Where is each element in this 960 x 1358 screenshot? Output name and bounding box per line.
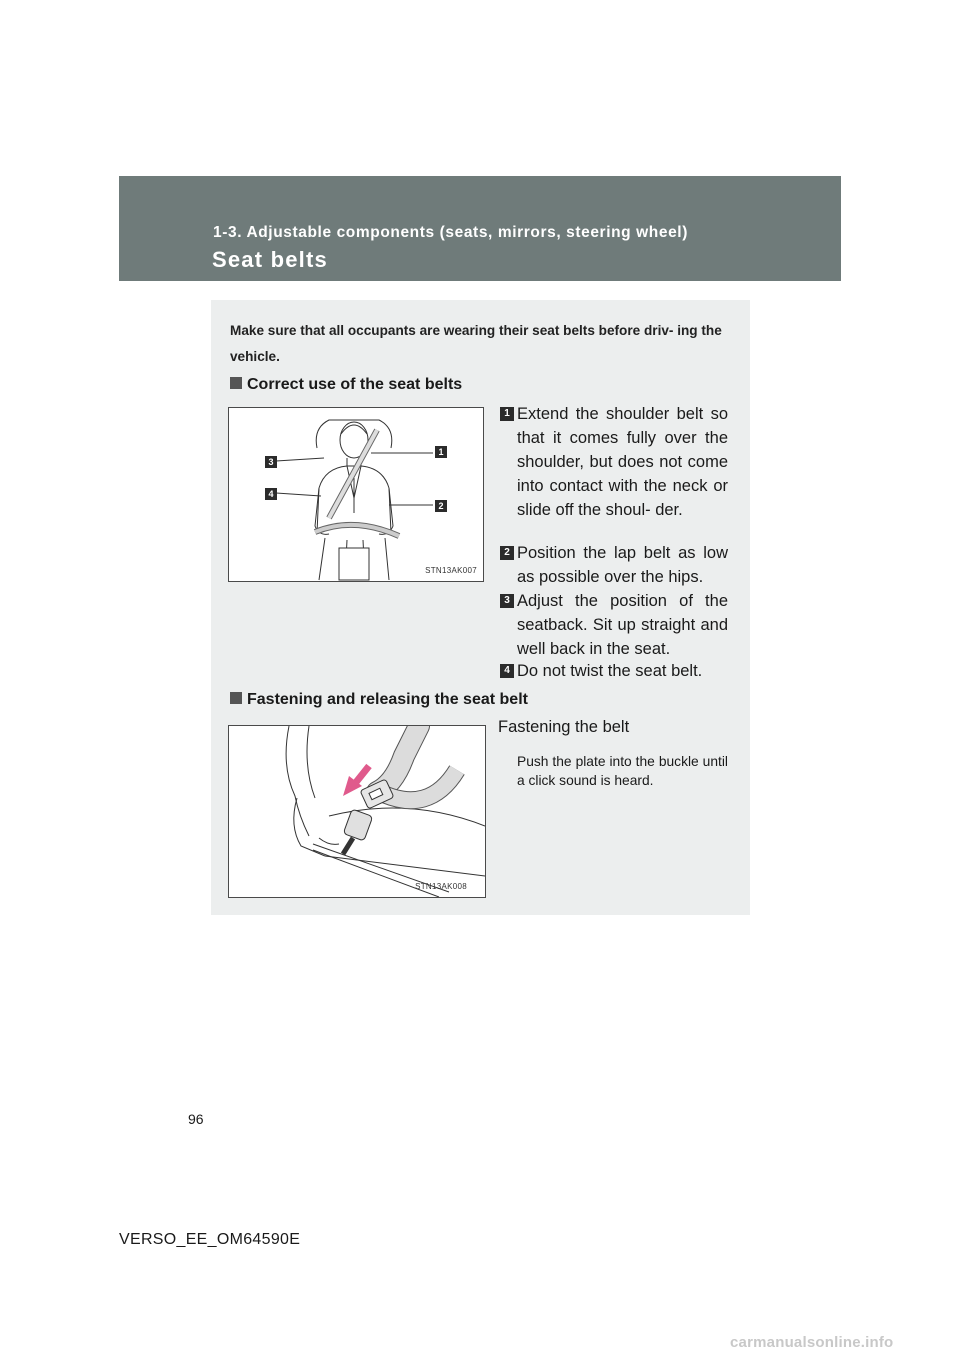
fastening-description: Push the plate into the buckle until a click sound is heard.: [517, 754, 728, 788]
step-number-badge: 1: [500, 407, 514, 421]
step-number-badge: 2: [500, 546, 514, 560]
figure-code: STN13AK007: [425, 566, 477, 575]
watermark: carmanualsonline.info: [730, 1334, 894, 1351]
square-bullet-icon: [230, 377, 242, 389]
step-text: Position the lap belt as low as possible over the hips.: [517, 544, 728, 586]
intro-text: Make sure that all occupants are wearing their seat belts before driv- ing the vehicle.: [230, 323, 722, 364]
page-title: Seat belts: [212, 247, 328, 272]
step-2: [500, 541, 728, 589]
step-text: Do not twist the seat belt.: [517, 662, 703, 680]
fastening-label: Fastening the belt: [498, 718, 630, 736]
buckle-illustration: [229, 726, 485, 897]
step-3: [500, 589, 728, 661]
figure-code: STN13AK008: [415, 882, 467, 891]
callout-3: 3: [265, 456, 277, 468]
page-number: 96: [188, 1111, 204, 1127]
section-heading-fastening: [230, 691, 528, 709]
figure-seatbelt-buckle: [228, 725, 486, 898]
step-number-badge: 3: [500, 594, 514, 608]
callout-1: 1: [435, 446, 447, 458]
document-code: VERSO_EE_OM64590E: [119, 1231, 301, 1248]
section-heading-correct-use: [230, 376, 462, 394]
step-text: Adjust the position of the seatback. Sit up straight and well back in the seat.: [517, 592, 728, 658]
callout-4: 4: [265, 488, 277, 500]
step-text: Extend the shoulder belt so that it comes fully over the shoulder, but does not come into contact with the neck or slide off the shoul- der.: [517, 405, 728, 519]
figure-seatbelt-person: [228, 407, 484, 582]
callout-2: 2: [435, 500, 447, 512]
header-bar: [119, 176, 841, 281]
square-bullet-icon: [230, 692, 242, 704]
step-number-badge: 4: [500, 664, 514, 678]
step-4: [500, 659, 728, 683]
step-1: [500, 402, 728, 522]
section-label: 1-3. Adjustable components (seats, mirrors, steering wheel): [213, 224, 688, 241]
section-heading-text: Correct use of the seat belts: [247, 376, 463, 393]
section-heading-text: Fastening and releasing the seat belt: [247, 691, 528, 708]
